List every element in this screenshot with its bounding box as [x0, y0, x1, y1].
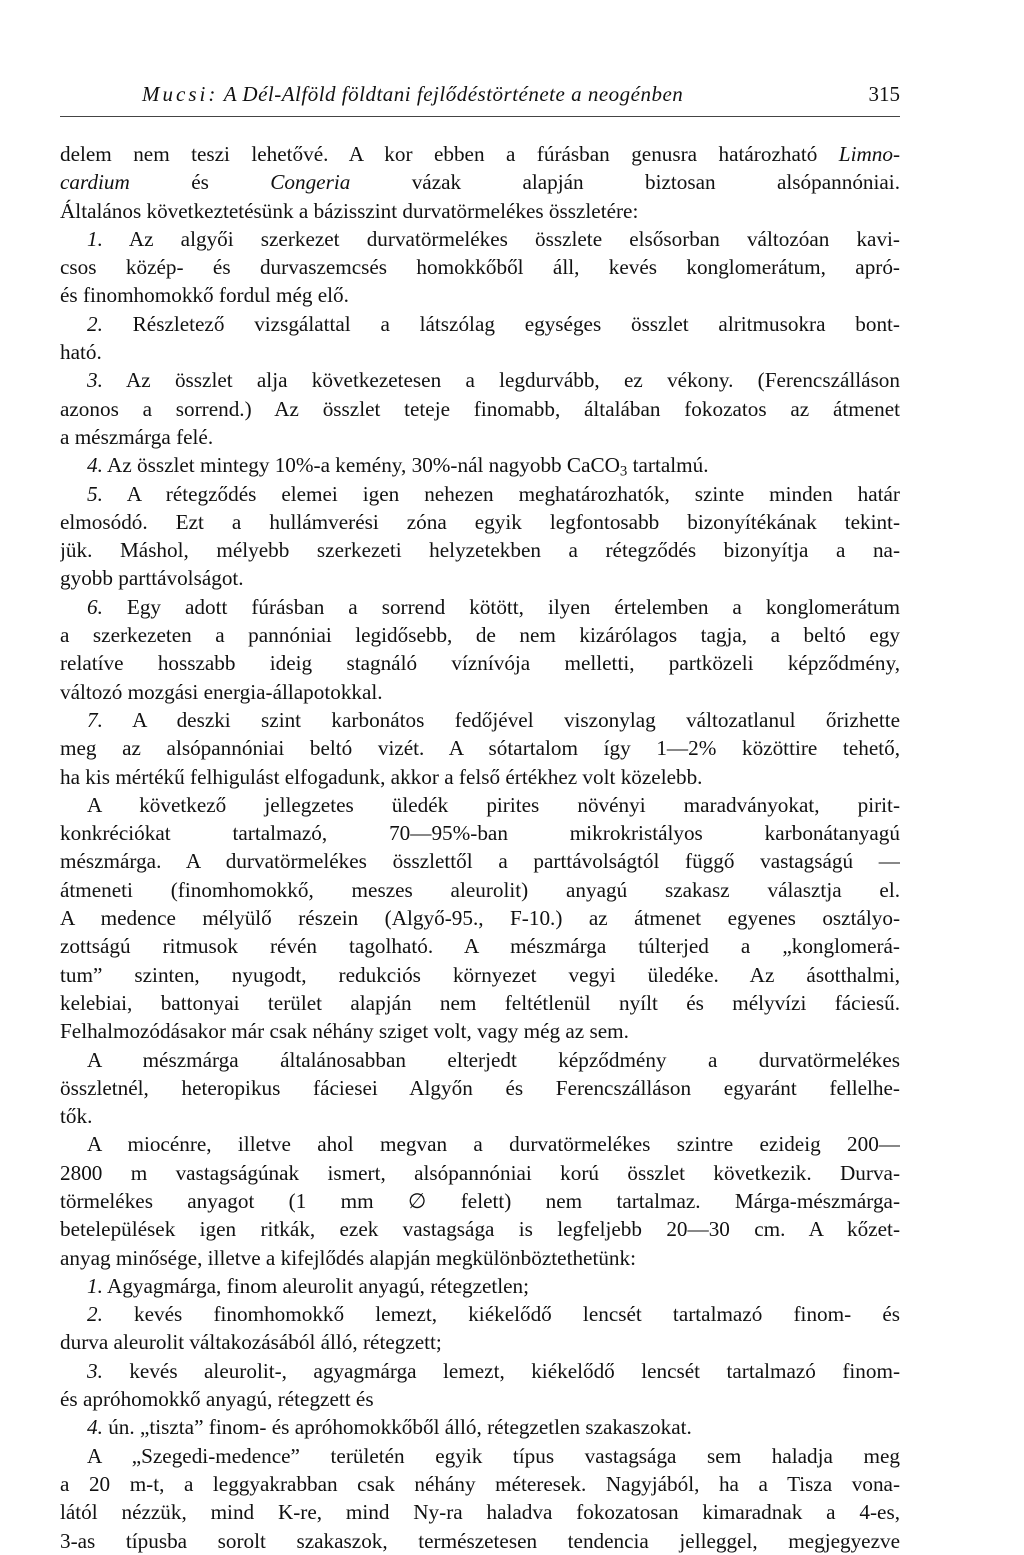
- text-run: A miocénre, illetve ahol megvan a durvatörmelékes szintre ezideig 200—: [87, 1132, 900, 1157]
- page-number: 315: [868, 82, 900, 106]
- text-line: [60, 1498, 900, 1526]
- text-line: [60, 961, 900, 989]
- text-line: [60, 140, 900, 168]
- text-run: 4.: [87, 453, 103, 478]
- article-title: A Dél-Alföld földtani fejlődéstörténete a neogénben: [223, 82, 684, 106]
- text-run: 3: [619, 463, 628, 480]
- text-run: változó mozgási energia-állapotokkal.: [60, 679, 383, 704]
- text-line: [60, 1159, 900, 1187]
- text-line: [60, 536, 900, 564]
- text-run: Egy adott fúrásban a sorrend kötött, ilyen értelemben a konglomerátum: [102, 594, 900, 619]
- text-line: [60, 1328, 900, 1356]
- text-run: relatíve hosszabb ideig stagnáló víznívója melletti, partközeli képződmény,: [60, 651, 900, 676]
- text-run: 4.: [87, 1415, 103, 1440]
- text-line: [60, 451, 900, 479]
- text-line: [60, 1017, 900, 1045]
- text-line: [60, 168, 900, 196]
- text-line: [60, 1215, 900, 1243]
- text-run: a mészmárga felé.: [60, 424, 214, 449]
- text-run: 1.: [87, 226, 103, 251]
- text-run: 2800 m vastagságúnak ismert, alsópannóniai korú összlet következik. Durva-: [60, 1160, 900, 1185]
- text-line: [60, 932, 900, 960]
- running-title: [142, 82, 683, 107]
- text-line: [60, 1187, 900, 1215]
- text-run: delem nem teszi lehetővé. A kor ebben a fúrásban genusra határozható: [60, 142, 839, 166]
- text-run: ha kis mértékű felhigulást elfogadunk, akkor a felső értékhez volt közelebb.: [60, 764, 703, 789]
- text-line: [60, 763, 900, 791]
- text-run: meg az alsópannóniai beltó vizét. A sótartalom így 1—2% közöttire tehető,: [60, 736, 900, 761]
- text-run: jük. Máshol, mélyebb szerkezeti helyzetekben a rétegződés bizonyítja a na-: [60, 538, 900, 563]
- text-run: átmeneti (finomhomokkő, meszes aleurolit) anyagú szakasz választja el.: [60, 877, 900, 902]
- text-line: [60, 1357, 900, 1385]
- text-run: durva aleurolit váltakozásából álló, rétegzett;: [60, 1330, 442, 1355]
- text-line: [60, 734, 900, 762]
- text-line: [60, 791, 900, 819]
- text-run: kevés finomhomokkő lemezt, kiékelődő lencsét tartalmazó finom- és: [102, 1302, 900, 1327]
- text-run: A következő jellegzetes üledék pirites növényi maradványokat, pirit-: [87, 792, 900, 817]
- text-run: Az összlet alja következetesen a legdurvább, ez vékony. (Ferencszálláson: [102, 368, 900, 393]
- text-line: [60, 225, 900, 253]
- author-name: Mucsi:: [142, 82, 219, 106]
- text-run: elmosódó. Ezt a hullámverési zóna egyik legfontosabb bizonyítékának tekint-: [60, 509, 900, 534]
- text-run: Congeria: [270, 170, 351, 195]
- text-run: azonos a sorrend.) Az összlet teteje finomabb, általában fokozatos az átmenet: [60, 396, 900, 421]
- text-run: anyag minősége, illetve a kifejlődés alapján megkülönböztethetünk:: [60, 1245, 637, 1270]
- text-run: ún. „tiszta” finom- és apróhomokkőből álló, rétegzetlen szakaszokat.: [102, 1415, 692, 1440]
- text-line: [60, 1046, 900, 1074]
- text-run: és finomhomokkő fordul még elő.: [60, 283, 349, 308]
- text-line: [60, 847, 900, 875]
- text-run: 6.: [87, 594, 103, 619]
- text-run: tők.: [60, 1104, 93, 1129]
- text-run: 3-as típusba sorolt szakaszok, természetesen tendencia jelleggel, megjegyezve: [60, 1528, 900, 1553]
- text-line: [60, 480, 900, 508]
- text-run: A medence mélyülő részein (Algyő-95., F-10.) az átmenet egyenes osztályo-: [60, 906, 900, 931]
- text-line: [60, 338, 900, 366]
- text-run: ható.: [60, 340, 102, 365]
- text-run: lától nézzük, mind K-re, mind Ny-ra haladva fokozatosan kimaradnak a 4-es,: [60, 1500, 900, 1525]
- text-line: [60, 1442, 900, 1470]
- text-run: gyobb parttávolságot.: [60, 566, 244, 591]
- running-header: [60, 82, 900, 112]
- text-run: a 20 m-t, a leggyakrabban csak néhány méteresek. Nagyjából, ha a Tisza vona-: [60, 1471, 900, 1496]
- text-line: [60, 423, 900, 451]
- text-run: törmelékes anyagot (1 mm ∅ felett) nem tartalmaz. Márga-mészmárga-: [60, 1188, 900, 1213]
- text-line: [60, 1300, 900, 1328]
- text-run: A „Szegedi-medence” területén egyik típus vastagsága sem haladja meg: [87, 1443, 900, 1468]
- text-line: [60, 1413, 900, 1441]
- text-run: 3.: [87, 368, 103, 393]
- text-line: [60, 310, 900, 338]
- text-run: 1.: [87, 1273, 103, 1298]
- text-line: [60, 1102, 900, 1130]
- text-run: A rétegződés elemei igen nehezen meghatározhatók, szinte minden határ: [102, 481, 900, 506]
- text-line: [60, 1244, 900, 1272]
- text-run: és: [129, 170, 271, 195]
- text-line: [60, 621, 900, 649]
- text-line: [60, 876, 900, 904]
- text-run: 2.: [87, 311, 103, 336]
- text-line: [60, 395, 900, 423]
- text-run: Az algyői szerkezet durvatörmelékes összlete elsősorban változóan kavi-: [102, 226, 900, 251]
- text-run: konkréciókat tartalmazó, 70—95%-ban mikrokristályos karbonátanyagú: [60, 821, 900, 846]
- text-line: [60, 1385, 900, 1413]
- text-run: vázak alapján biztosan alsópannóniai.: [350, 170, 900, 195]
- text-run: Részletező vizsgálattal a látszólag egységes összlet alritmusokra bont-: [102, 311, 900, 336]
- body-text: [60, 140, 900, 1555]
- text-run: Az összlet mintegy 10%-a kemény, 30%-nál nagyobb CaCO: [102, 453, 620, 478]
- text-run: Limno-: [838, 142, 900, 166]
- text-line: [60, 281, 900, 309]
- text-line: [60, 1470, 900, 1498]
- text-line: [60, 366, 900, 394]
- text-run: betelepülések igen ritkák, ezek vastagsága is legfeljebb 20—30 cm. A kőzet-: [60, 1217, 900, 1242]
- text-line: [60, 1527, 900, 1555]
- text-run: 5.: [87, 481, 103, 506]
- text-run: cardium: [60, 170, 130, 195]
- text-run: mészmárga. A durvatörmelékes összlettől a parttávolságtól függő vastagságú —: [60, 849, 900, 874]
- text-line: [60, 593, 900, 621]
- text-line: [60, 706, 900, 734]
- text-line: [60, 904, 900, 932]
- text-line: [60, 564, 900, 592]
- text-run: összletnél, heteropikus fáciesei Algyőn és Ferencszálláson egyaránt fellelhe-: [60, 1075, 900, 1100]
- text-run: A deszki szint karbonátos fedőjével viszonylag változatlanul őrizhette: [102, 707, 900, 732]
- text-line: [60, 1074, 900, 1102]
- text-run: kelebiai, battonyai terület alapján nem feltétlenül nyílt és mélyvízi fáciesű.: [60, 990, 900, 1015]
- text-run: A mészmárga általánosabban elterjedt képződmény a durvatörmelékes: [87, 1047, 900, 1072]
- text-line: [60, 197, 900, 225]
- text-run: és apróhomokkő anyagú, rétegzett és: [60, 1387, 374, 1412]
- text-run: 2.: [87, 1302, 103, 1327]
- text-line: [60, 649, 900, 677]
- text-run: Általános következtetésünk a bázisszint durvatörmelékes összletére:: [60, 198, 639, 223]
- text-line: [60, 253, 900, 281]
- text-run: zottságú ritmusok révén tagolható. A mészmárga túlterjed a „konglomerá-: [60, 934, 900, 959]
- text-line: [60, 1272, 900, 1300]
- text-run: kevés aleurolit-, agyagmárga lemezt, kiékelődő lencsét tartalmazó finom-: [102, 1358, 900, 1383]
- text-line: [60, 508, 900, 536]
- text-line: [60, 678, 900, 706]
- header-rule: [60, 116, 900, 117]
- text-run: csos közép- és durvaszemcsés homokkőből áll, kevés konglomerátum, apró-: [60, 255, 900, 280]
- text-run: tum” szinten, nyugodt, redukciós környezet vegyi üledéke. Az ásotthalmi,: [60, 962, 900, 987]
- text-line: [60, 1130, 900, 1158]
- text-line: [60, 819, 900, 847]
- text-run: Felhalmozódásakor már csak néhány sziget volt, vagy még az sem.: [60, 1019, 629, 1044]
- text-run: Agyagmárga, finom aleurolit anyagú, rétegzetlen;: [102, 1273, 530, 1298]
- text-run: 7.: [87, 707, 103, 732]
- text-line: [60, 989, 900, 1017]
- text-run: tartalmú.: [627, 453, 709, 478]
- text-run: a szerkezeten a pannóniai legidősebb, de nem kizárólagos tagja, a beltó egy: [60, 623, 900, 648]
- text-run: 3.: [87, 1358, 103, 1383]
